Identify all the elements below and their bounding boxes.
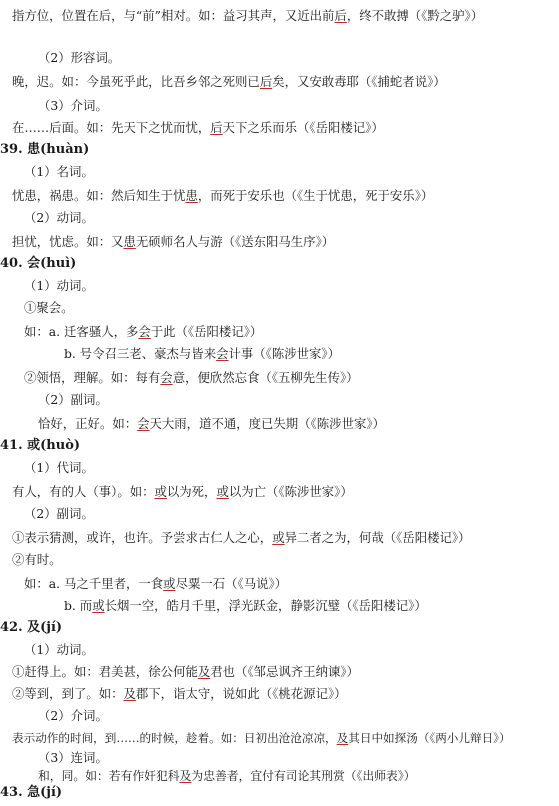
text-line: ②领悟，理解。如：每有会意，便欣然忘食（《五柳先生传》） — [24, 370, 359, 385]
text-line: b. 而或长烟一空，皓月千里，浮光跃金，静影沉璧（《岳阳楼记》） — [64, 598, 427, 613]
text-line: b. 号令召三老、豪杰与皆来会计事（《陈涉世家》） — [64, 346, 341, 361]
part-of-speech-label: （3）连词。 — [38, 750, 108, 765]
text-line: ①表示猜测，或许，也许。予尝求古仁人之心，或异二者之为，何哉（《岳阳楼记》） — [12, 530, 471, 545]
part-of-speech-label: （2）介词。 — [38, 708, 108, 723]
sense-label: ①聚会。 — [24, 300, 74, 315]
entry-heading: 39. 患(huàn) — [0, 142, 90, 157]
text-line: 担忧，忧虑。如：又患无硕师名人与游（《送东阳马生序》） — [12, 234, 335, 249]
text-line: 和，同。如：若有作奸犯科及为忠善者，宜付有司论其刑赏（《出师表》） — [38, 769, 416, 783]
part-of-speech-label: （1）动词。 — [24, 642, 94, 657]
part-of-speech-label: （2）形容词。 — [38, 50, 121, 65]
text-line: 如：a. 迁客骚人，多会于此（《岳阳楼记》） — [24, 324, 263, 339]
entry-heading: 42. 及(jí) — [0, 620, 63, 635]
text-line: 如：a. 马之千里者，一食或尽粟一石（《马说》） — [24, 576, 288, 591]
entry-heading: 40. 会(huì) — [0, 256, 77, 271]
part-of-speech-label: （3）介词。 — [38, 98, 108, 113]
text-line: ②等到，到了。如：及郡下，诣太守，说如此（《桃花源记》） — [12, 686, 347, 701]
text-line: 恰好，正好。如：会天大雨，道不通，度已失期（《陈涉世家》） — [38, 416, 385, 431]
entry-heading: 43. 急(jí) — [0, 785, 63, 800]
text-line: 指方位，位置在后，与“前”相对。如：益习其声，又近出前后，终不敢搏（《黔之驴》） — [12, 8, 484, 23]
part-of-speech-label: （1）代词。 — [24, 460, 94, 475]
part-of-speech-label: （1）名词。 — [24, 164, 94, 179]
text-line: 晚，迟。如：今虽死乎此，比吾乡邻之死则已后矣，又安敢毒耶（《捕蛇者说》） — [12, 74, 446, 89]
text-line: 有人，有的人（事）。如：或以为死，或以为亡（《陈涉世家》） — [12, 484, 353, 499]
text-line: 忧患，祸患。如：然后知生于忧患，而死于安乐也（《生于忧患，死于安乐》） — [12, 188, 434, 203]
entry-heading: 41. 或(huò) — [0, 438, 81, 453]
part-of-speech-label: （2）动词。 — [24, 210, 94, 225]
part-of-speech-label: （2）副词。 — [38, 392, 108, 407]
text-line: 表示动作的时间，到……的时候，趁着。如：日初出沧沧凉凉，及其日中如探汤（《两小儿辩日》） — [12, 731, 511, 745]
sense-label: ②有时。 — [12, 552, 62, 567]
part-of-speech-label: （2）副词。 — [24, 506, 94, 521]
part-of-speech-label: （1）动词。 — [24, 278, 94, 293]
text-line: 在……后面。如：先天下之忧而忧，后天下之乐而乐（《岳阳楼记》） — [12, 120, 384, 135]
text-line: ①赶得上。如：君美甚，徐公何能及君也（《邹忌讽齐王纳谏》） — [12, 664, 359, 679]
